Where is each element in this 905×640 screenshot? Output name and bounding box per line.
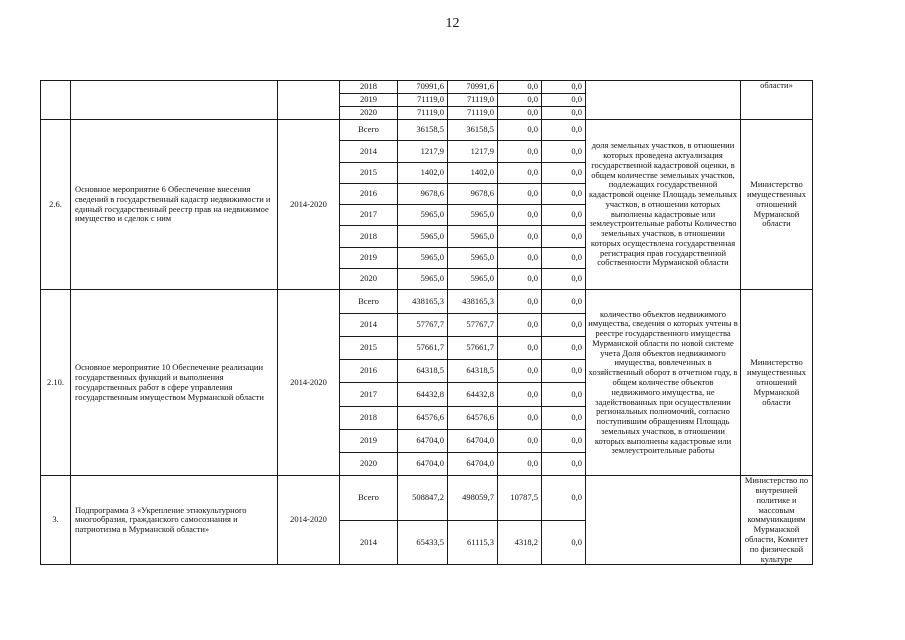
total-value: 36158,5	[398, 120, 448, 141]
federal-budget-value: 0,0	[498, 290, 542, 313]
total-value: 9678,6	[398, 183, 448, 204]
period-cell	[278, 81, 340, 120]
total-value: 65433,5	[398, 520, 448, 564]
year-label: 2017	[340, 205, 398, 226]
implementation-period: 2014-2020	[278, 290, 340, 476]
total-value: 64704,0	[398, 453, 448, 476]
year-label: Всего	[340, 476, 398, 520]
other-sources-value: 0,0	[542, 476, 586, 520]
measure-name: Основное мероприятие 6 Обеспечение внесения сведений в государственный кадастр недвижимости и единый государственный реестр прав на недвижимое имущество и сделок с ним	[71, 120, 278, 290]
regional-budget-value: 5965,0	[448, 247, 498, 268]
federal-budget-value: 0,0	[498, 453, 542, 476]
result-cell	[586, 81, 741, 120]
implementation-period: 2014-2020	[278, 120, 340, 290]
regional-budget-value: 57661,7	[448, 336, 498, 359]
table-row	[41, 81, 813, 94]
regional-budget-value: 71119,0	[448, 107, 498, 120]
other-sources-value: 0,0	[542, 269, 586, 290]
federal-budget-value: 0,0	[498, 120, 542, 141]
total-value: 5965,0	[398, 269, 448, 290]
federal-budget-value: 0,0	[498, 94, 542, 107]
year-label: 2017	[340, 383, 398, 406]
total-value: 71119,0	[398, 107, 448, 120]
row-number: 2.6.	[41, 120, 71, 290]
table-row	[41, 120, 813, 141]
total-value: 1402,0	[398, 162, 448, 183]
executor: Министерство имущественных отношений Мурманской области	[741, 290, 813, 476]
budget-table	[40, 80, 813, 565]
implementation-period: 2014-2020	[278, 476, 340, 565]
regional-budget-value: 64704,0	[448, 453, 498, 476]
executor: Министерство по внутренней политике и массовым коммуникациям Мурманской области, Комитет по физической культуре	[741, 476, 813, 565]
other-sources-value: 0,0	[542, 313, 586, 336]
total-value: 64704,0	[398, 429, 448, 452]
regional-budget-value: 5965,0	[448, 269, 498, 290]
federal-budget-value: 0,0	[498, 162, 542, 183]
total-value: 438165,3	[398, 290, 448, 313]
other-sources-value: 0,0	[542, 94, 586, 107]
table-row	[41, 290, 813, 313]
other-sources-value: 0,0	[542, 520, 586, 564]
total-value: 64576,6	[398, 406, 448, 429]
year-label: Всего	[340, 290, 398, 313]
total-value: 5965,0	[398, 247, 448, 268]
total-value: 1217,9	[398, 141, 448, 162]
federal-budget-value: 4318,2	[498, 520, 542, 564]
other-sources-value: 0,0	[542, 141, 586, 162]
year-label: 2018	[340, 406, 398, 429]
year-label: 2019	[340, 429, 398, 452]
federal-budget-value: 0,0	[498, 183, 542, 204]
federal-budget-value: 0,0	[498, 406, 542, 429]
executor: Министерство имущественных отношений Мурманской области	[741, 120, 813, 290]
row-number: 2.10.	[41, 290, 71, 476]
year-label: 2020	[340, 107, 398, 120]
page-number: 12	[445, 16, 460, 31]
other-sources-value: 0,0	[542, 226, 586, 247]
year-label: 2014	[340, 313, 398, 336]
total-value: 71119,0	[398, 94, 448, 107]
regional-budget-value: 71119,0	[448, 94, 498, 107]
regional-budget-value: 498059,7	[448, 476, 498, 520]
regional-budget-value: 5965,0	[448, 226, 498, 247]
executor-cell: области»	[741, 81, 813, 120]
regional-budget-value: 61115,3	[448, 520, 498, 564]
other-sources-value: 0,0	[542, 120, 586, 141]
result-indicators	[586, 476, 741, 565]
regional-budget-value: 70991,6	[448, 81, 498, 94]
regional-budget-value: 1217,9	[448, 141, 498, 162]
year-label: 2015	[340, 162, 398, 183]
total-value: 64318,5	[398, 360, 448, 383]
federal-budget-value: 0,0	[498, 107, 542, 120]
year-label: 2019	[340, 247, 398, 268]
other-sources-value: 0,0	[542, 336, 586, 359]
federal-budget-value: 0,0	[498, 313, 542, 336]
year-label: 2015	[340, 336, 398, 359]
other-sources-value: 0,0	[542, 453, 586, 476]
federal-budget-value: 0,0	[498, 205, 542, 226]
federal-budget-value: 0,0	[498, 141, 542, 162]
federal-budget-value: 0,0	[498, 383, 542, 406]
regional-budget-value: 438165,3	[448, 290, 498, 313]
other-sources-value: 0,0	[542, 360, 586, 383]
federal-budget-value: 0,0	[498, 269, 542, 290]
federal-budget-value: 0,0	[498, 429, 542, 452]
total-value: 5965,0	[398, 205, 448, 226]
other-sources-value: 0,0	[542, 183, 586, 204]
total-value: 508847,2	[398, 476, 448, 520]
total-value: 64432,8	[398, 383, 448, 406]
measure-name: Подпрограмма 3 «Укрепление этнокультурного многообразия, гражданского самосознания и патриотизма в Мурманской области»	[71, 476, 278, 565]
regional-budget-value: 1402,0	[448, 162, 498, 183]
year-label: 2016	[340, 360, 398, 383]
measure-name: Основное мероприятие 10 Обеспечение реализации государственных функций и выполнения государственных работ в сфере управления государственным имуществом Мурманской области	[71, 290, 278, 476]
regional-budget-value: 64704,0	[448, 429, 498, 452]
regional-budget-value: 9678,6	[448, 183, 498, 204]
year-label: Всего	[340, 120, 398, 141]
year-label: 2016	[340, 183, 398, 204]
other-sources-value: 0,0	[542, 162, 586, 183]
regional-budget-value: 64432,8	[448, 383, 498, 406]
year-label: 2018	[340, 226, 398, 247]
measure-name-cell	[71, 81, 278, 120]
table-row	[41, 476, 813, 520]
year-label: 2020	[340, 269, 398, 290]
year-label: 2014	[340, 520, 398, 564]
total-value: 5965,0	[398, 226, 448, 247]
year-label: 2014	[340, 141, 398, 162]
other-sources-value: 0,0	[542, 205, 586, 226]
total-value: 70991,6	[398, 81, 448, 94]
result-indicators: количество объектов недвижимого имущества, сведения о которых учтены в реестре государственного имущества Мурманской области по новой системе учета Доля объектов недвижимого имущества, вовлеченных в хозяйственный оборот в отчетном году, в общем количестве объектов недвижимого имущества, не задействованных при осуществлении региональных полномочий, согласно поступившим обращениям Площадь земельных участков, в отношении которых выполнены кадастровые или землеустроительные работы	[586, 290, 741, 476]
year-label: 2018	[340, 81, 398, 94]
federal-budget-value: 0,0	[498, 81, 542, 94]
regional-budget-value: 36158,5	[448, 120, 498, 141]
row-number-cell	[41, 81, 71, 120]
row-number: 3.	[41, 476, 71, 565]
federal-budget-value: 0,0	[498, 360, 542, 383]
federal-budget-value: 10787,5	[498, 476, 542, 520]
other-sources-value: 0,0	[542, 247, 586, 268]
regional-budget-value: 57767,7	[448, 313, 498, 336]
federal-budget-value: 0,0	[498, 336, 542, 359]
regional-budget-value: 64576,6	[448, 406, 498, 429]
year-label: 2020	[340, 453, 398, 476]
total-value: 57767,7	[398, 313, 448, 336]
other-sources-value: 0,0	[542, 406, 586, 429]
year-label: 2019	[340, 94, 398, 107]
regional-budget-value: 64318,5	[448, 360, 498, 383]
other-sources-value: 0,0	[542, 383, 586, 406]
other-sources-value: 0,0	[542, 290, 586, 313]
other-sources-value: 0,0	[542, 429, 586, 452]
result-indicators: доля земельных участков, в отношении которых проведена актуализация государственной кадастровой оценки, в общем количестве земельных участков, подлежащих государственной кадастровой оценке Площадь земельных участков, в отношении которых выполнены кадастровые или землеустроительные работы Количество земельных участков, в отношении которых осуществлена государственная регистрация прав государственной собственности Мурманской области	[586, 120, 741, 290]
federal-budget-value: 0,0	[498, 226, 542, 247]
regional-budget-value: 5965,0	[448, 205, 498, 226]
other-sources-value: 0,0	[542, 81, 586, 94]
other-sources-value: 0,0	[542, 107, 586, 120]
federal-budget-value: 0,0	[498, 247, 542, 268]
total-value: 57661,7	[398, 336, 448, 359]
